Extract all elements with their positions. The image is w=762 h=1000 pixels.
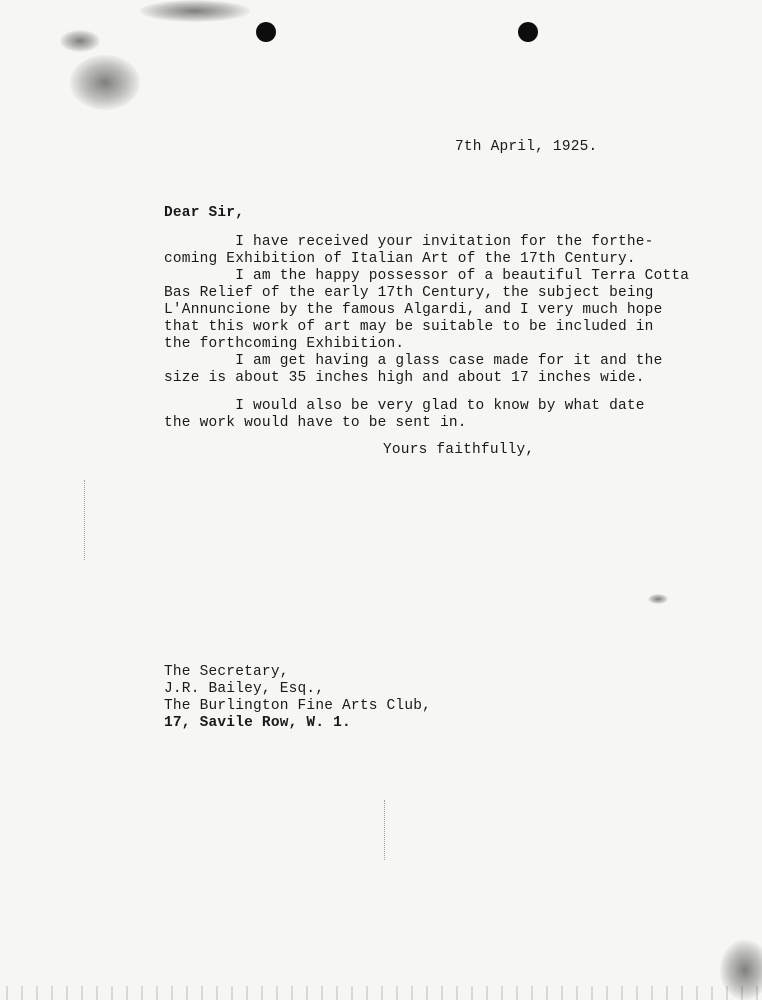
- body-line: L'Annuncione by the famous Algardi, and I very much hope: [164, 302, 663, 318]
- body-line: size is about 35 inches high and about 17 inches wide.: [164, 370, 645, 386]
- scan-smudge: [648, 594, 668, 604]
- body-line: I am the happy possessor of a beautiful Terra Cotta: [164, 268, 690, 284]
- salutation: Dear Sir,: [164, 205, 245, 221]
- scan-mark: [384, 800, 386, 860]
- address-line: The Secretary,: [164, 664, 289, 680]
- scan-edge: [0, 986, 762, 1000]
- scan-smudge: [60, 30, 100, 52]
- address-line: The Burlington Fine Arts Club,: [164, 698, 432, 714]
- punch-hole-right: [518, 22, 538, 42]
- scan-smudge: [140, 0, 250, 22]
- body-line: I am get having a glass case made for it and the: [164, 353, 663, 369]
- signoff: Yours faithfully,: [383, 442, 535, 458]
- body-line: the forthcoming Exhibition.: [164, 336, 405, 352]
- address-line: J.R. Bailey, Esq.,: [164, 681, 325, 697]
- punch-hole-left: [256, 22, 276, 42]
- closing-line: the work would have to be sent in.: [164, 415, 467, 431]
- address-line: 17, Savile Row, W. 1.: [164, 715, 351, 731]
- body-line: I have received your invitation for the forthe-: [164, 234, 654, 250]
- closing-line: I would also be very glad to know by what date: [164, 398, 645, 414]
- body-line: that this work of art may be suitable to be included in: [164, 319, 654, 335]
- letter-date: 7th April, 1925.: [455, 139, 598, 155]
- body-line: Bas Relief of the early 17th Century, the subject being: [164, 285, 654, 301]
- body-line: coming Exhibition of Italian Art of the 17th Century.: [164, 251, 636, 267]
- scan-smudge: [70, 55, 140, 110]
- scan-mark: [84, 480, 86, 560]
